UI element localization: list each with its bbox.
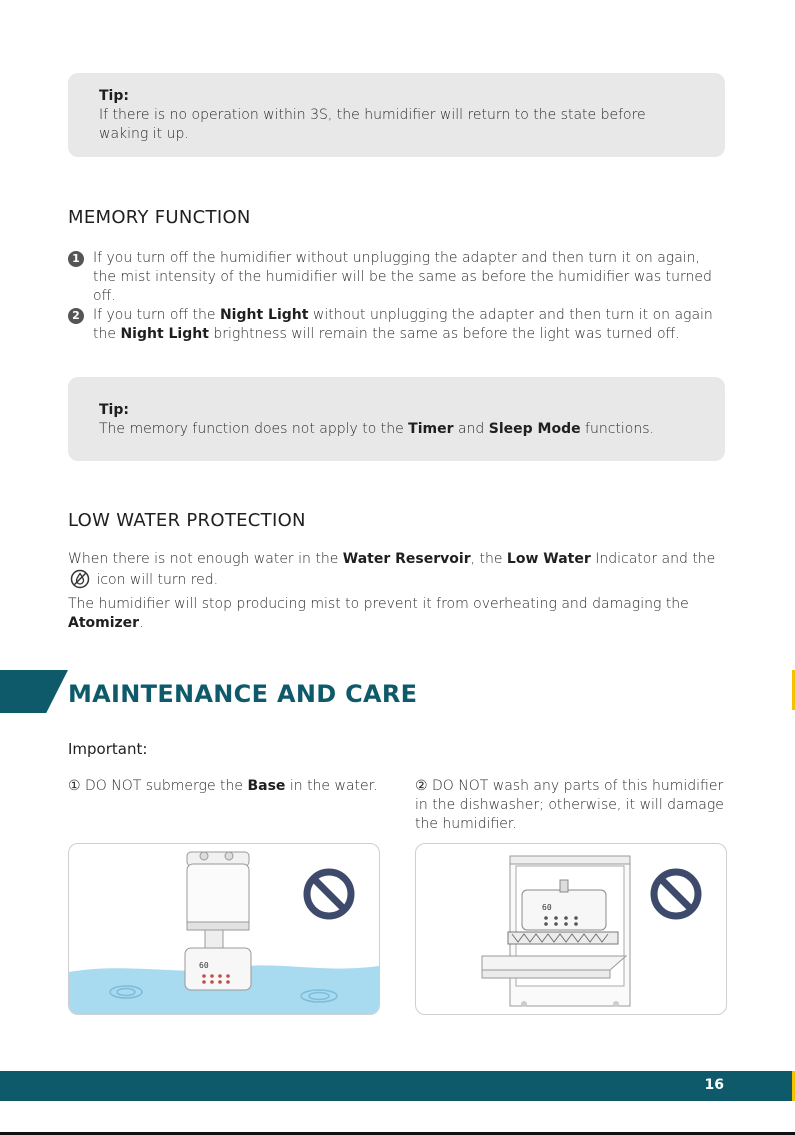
low-water-heading: LOW WATER PROTECTION <box>68 510 306 531</box>
no-water-drop-icon <box>70 569 90 595</box>
tip-text: The memory function does not apply to the Timer and Sleep Mode functions. <box>99 421 654 437</box>
important-label: Important: <box>68 740 148 758</box>
illustration-submerge <box>68 843 380 1015</box>
illustration-dishwasher <box>415 843 727 1015</box>
memory-heading: MEMORY FUNCTION <box>68 207 251 228</box>
device-display: 60 <box>199 961 209 970</box>
maintenance-title: MAINTENANCE AND CARE <box>68 680 418 708</box>
tip-label: Tip: <box>99 402 129 418</box>
submerge-drawing <box>69 844 379 1014</box>
memory-item-2: If you turn off the Night Light without unplugging the adapter and then turn it on again the Night Light brightness will remain the same as before the light was turned off. <box>93 307 713 342</box>
tip-box-1 <box>68 73 725 157</box>
tip-text: If there is no operation within 3S, the humidifier will return to the state before waking it up. <box>99 107 646 142</box>
dishwasher-drawing <box>416 844 726 1014</box>
memory-item-1: If you turn off the humidifier without unplugging the adapter and then turn it on again, the mist intensity of the humidifier will be the same as before the humidifier was turned off. <box>93 250 712 304</box>
device-display: 60 <box>542 903 552 912</box>
tip-label: Tip: <box>99 88 129 104</box>
page-number: 16 <box>704 1077 724 1093</box>
warning-right: ② DO NOT wash any parts of this humidifier in the dishwasher; otherwise, it will damage the humidifier. <box>415 778 724 832</box>
page-footer <box>0 1071 795 1101</box>
warning-left: ① DO NOT submerge the Base in the water. <box>68 778 378 794</box>
prohibited-icon <box>307 872 351 916</box>
list-number-2: 2 <box>68 308 84 324</box>
prohibited-icon <box>654 872 698 916</box>
list-number-1: 1 <box>68 251 84 267</box>
low-water-paragraph: When there is not enough water in the Water Reservoir, the Low Water Indicator and the icon will turn red. The humidifier will stop producing mist to prevent it from overheating and damaging the Atomizer. <box>68 551 716 631</box>
section-banner-tab <box>0 670 68 713</box>
tip-box-2 <box>68 377 725 461</box>
